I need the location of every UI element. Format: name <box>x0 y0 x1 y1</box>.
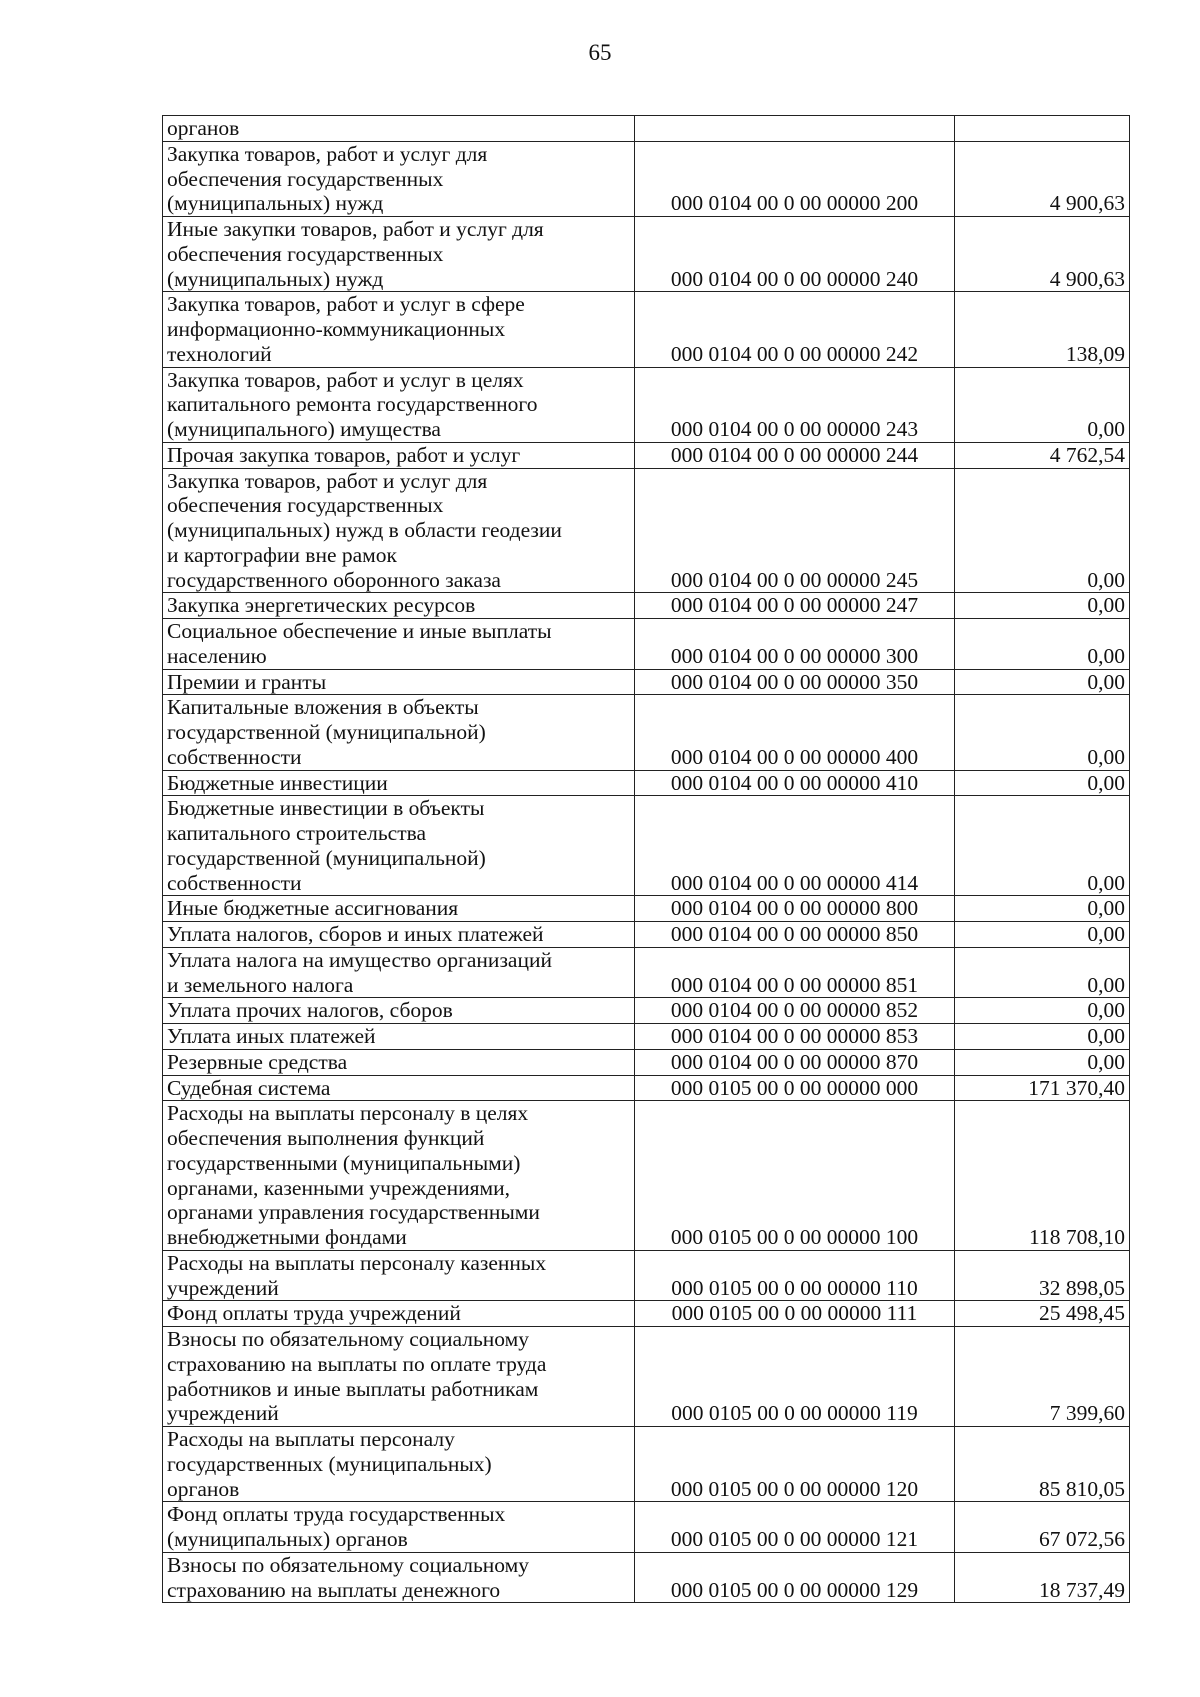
row-code-cell: 000 0104 00 0 00 00000 244 <box>635 442 955 468</box>
row-code-cell: 000 0104 00 0 00 00000 242 <box>635 292 955 367</box>
table-row <box>163 1327 1130 1427</box>
table-row <box>163 593 1130 619</box>
row-code-cell: 000 0105 00 0 00 00000 111 <box>635 1301 955 1327</box>
row-code-cell: 000 0104 00 0 00 00000 243 <box>635 367 955 442</box>
table-row <box>163 141 1130 216</box>
row-amount-cell: 0,00 <box>955 1024 1130 1050</box>
table-row <box>163 619 1130 670</box>
row-code-cell: 000 0104 00 0 00 00000 850 <box>635 922 955 948</box>
row-amount-cell <box>955 116 1130 142</box>
row-amount-cell: 85 810,05 <box>955 1427 1130 1502</box>
row-code-cell: 000 0104 00 0 00 00000 240 <box>635 217 955 292</box>
row-amount-cell: 171 370,40 <box>955 1075 1130 1101</box>
row-name-cell: Иные бюджетные ассигнования <box>163 896 635 922</box>
table-row <box>163 116 1130 142</box>
row-amount-cell: 0,00 <box>955 619 1130 670</box>
row-amount-cell: 0,00 <box>955 695 1130 770</box>
row-name-cell: органов <box>163 116 635 142</box>
row-amount-cell: 4 900,63 <box>955 217 1130 292</box>
row-amount-cell: 0,00 <box>955 367 1130 442</box>
row-amount-cell: 0,00 <box>955 468 1130 593</box>
table-row <box>163 1024 1130 1050</box>
row-name-cell: Социальное обеспечение и иные выплаты населению <box>163 619 635 670</box>
table-row <box>163 998 1130 1024</box>
row-code-cell: 000 0104 00 0 00 00000 852 <box>635 998 955 1024</box>
table-row <box>163 770 1130 796</box>
row-name-cell: Бюджетные инвестиции в объекты капитального строительства государственной (муниципальной) собственности <box>163 796 635 896</box>
row-code-cell: 000 0104 00 0 00 00000 300 <box>635 619 955 670</box>
row-code-cell <box>635 116 955 142</box>
row-name-cell: Расходы на выплаты персоналу казенных учреждений <box>163 1250 635 1301</box>
row-code-cell: 000 0105 00 0 00 00000 110 <box>635 1250 955 1301</box>
row-name-cell: Резервные средства <box>163 1049 635 1075</box>
table-row <box>163 292 1130 367</box>
row-name-cell: Закупка товаров, работ и услуг для обеспечения государственных (муниципальных) нужд в области геодезии и картографии вне рамок государственного оборонного заказа <box>163 468 635 593</box>
budget-table <box>162 115 1130 1603</box>
row-code-cell: 000 0104 00 0 00 00000 200 <box>635 141 955 216</box>
row-name-cell: Фонд оплаты труда учреждений <box>163 1301 635 1327</box>
row-amount-cell: 18 737,49 <box>955 1552 1130 1603</box>
row-amount-cell: 25 498,45 <box>955 1301 1130 1327</box>
table-row <box>163 1075 1130 1101</box>
row-code-cell: 000 0105 00 0 00 00000 100 <box>635 1101 955 1251</box>
row-name-cell: Взносы по обязательному социальному страхованию на выплаты по оплате труда работников и иные выплаты работникам учреждений <box>163 1327 635 1427</box>
table-row <box>163 1502 1130 1553</box>
table-row <box>163 896 1130 922</box>
table-row <box>163 1427 1130 1502</box>
row-name-cell: Иные закупки товаров, работ и услуг для обеспечения государственных (муниципальных) нужд <box>163 217 635 292</box>
row-amount-cell: 0,00 <box>955 896 1130 922</box>
row-name-cell: Закупка товаров, работ и услуг в сфере информационно-коммуникационных технологий <box>163 292 635 367</box>
row-amount-cell: 0,00 <box>955 947 1130 998</box>
row-code-cell: 000 0105 00 0 00 00000 120 <box>635 1427 955 1502</box>
table-row <box>163 1552 1130 1603</box>
row-code-cell: 000 0104 00 0 00 00000 350 <box>635 669 955 695</box>
row-amount-cell: 32 898,05 <box>955 1250 1130 1301</box>
row-code-cell: 000 0104 00 0 00 00000 410 <box>635 770 955 796</box>
budget-table-body <box>163 116 1130 1603</box>
table-row <box>163 947 1130 998</box>
row-amount-cell: 0,00 <box>955 922 1130 948</box>
row-name-cell: Закупка товаров, работ и услуг для обеспечения государственных (муниципальных) нужд <box>163 141 635 216</box>
row-code-cell: 000 0104 00 0 00 00000 400 <box>635 695 955 770</box>
row-code-cell: 000 0104 00 0 00 00000 853 <box>635 1024 955 1050</box>
row-name-cell: Расходы на выплаты персоналу государственных (муниципальных) органов <box>163 1427 635 1502</box>
row-name-cell: Уплата иных платежей <box>163 1024 635 1050</box>
page-number: 65 <box>588 40 612 65</box>
table-row <box>163 1049 1130 1075</box>
row-amount-cell: 0,00 <box>955 998 1130 1024</box>
table-row <box>163 796 1130 896</box>
row-code-cell: 000 0104 00 0 00 00000 800 <box>635 896 955 922</box>
row-amount-cell: 0,00 <box>955 1049 1130 1075</box>
row-name-cell: Расходы на выплаты персоналу в целях обеспечения выполнения функций государственными (муниципальными) органами, казенными учреждениями, органами управления государственными внебюджетными фондами <box>163 1101 635 1251</box>
row-name-cell: Закупка товаров, работ и услуг в целях капитального ремонта государственного (муниципального) имущества <box>163 367 635 442</box>
row-name-cell: Взносы по обязательному социальному страхованию на выплаты денежного <box>163 1552 635 1603</box>
table-row <box>163 1250 1130 1301</box>
row-name-cell: Бюджетные инвестиции <box>163 770 635 796</box>
table-row <box>163 1301 1130 1327</box>
table-row <box>163 922 1130 948</box>
row-code-cell: 000 0105 00 0 00 00000 000 <box>635 1075 955 1101</box>
row-code-cell: 000 0104 00 0 00 00000 851 <box>635 947 955 998</box>
row-name-cell: Закупка энергетических ресурсов <box>163 593 635 619</box>
table-row <box>163 669 1130 695</box>
table-row <box>163 217 1130 292</box>
row-name-cell: Фонд оплаты труда государственных (муниципальных) органов <box>163 1502 635 1553</box>
row-amount-cell: 4 900,63 <box>955 141 1130 216</box>
row-name-cell: Премии и гранты <box>163 669 635 695</box>
row-name-cell: Уплата налога на имущество организаций и земельного налога <box>163 947 635 998</box>
row-code-cell: 000 0104 00 0 00 00000 245 <box>635 468 955 593</box>
row-amount-cell: 138,09 <box>955 292 1130 367</box>
row-amount-cell: 4 762,54 <box>955 442 1130 468</box>
row-amount-cell: 0,00 <box>955 669 1130 695</box>
row-name-cell: Судебная система <box>163 1075 635 1101</box>
row-code-cell: 000 0104 00 0 00 00000 414 <box>635 796 955 896</box>
row-amount-cell: 0,00 <box>955 770 1130 796</box>
row-code-cell: 000 0105 00 0 00 00000 119 <box>635 1327 955 1427</box>
row-amount-cell: 118 708,10 <box>955 1101 1130 1251</box>
table-row <box>163 695 1130 770</box>
row-name-cell: Прочая закупка товаров, работ и услуг <box>163 442 635 468</box>
row-code-cell: 000 0105 00 0 00 00000 129 <box>635 1552 955 1603</box>
row-code-cell: 000 0105 00 0 00 00000 121 <box>635 1502 955 1553</box>
row-amount-cell: 7 399,60 <box>955 1327 1130 1427</box>
row-name-cell: Капитальные вложения в объекты государственной (муниципальной) собственности <box>163 695 635 770</box>
row-amount-cell: 0,00 <box>955 796 1130 896</box>
table-row <box>163 1101 1130 1251</box>
row-code-cell: 000 0104 00 0 00 00000 247 <box>635 593 955 619</box>
table-row <box>163 367 1130 442</box>
table-row <box>163 468 1130 593</box>
row-amount-cell: 0,00 <box>955 593 1130 619</box>
row-amount-cell: 67 072,56 <box>955 1502 1130 1553</box>
row-code-cell: 000 0104 00 0 00 00000 870 <box>635 1049 955 1075</box>
table-row <box>163 442 1130 468</box>
row-name-cell: Уплата прочих налогов, сборов <box>163 998 635 1024</box>
row-name-cell: Уплата налогов, сборов и иных платежей <box>163 922 635 948</box>
